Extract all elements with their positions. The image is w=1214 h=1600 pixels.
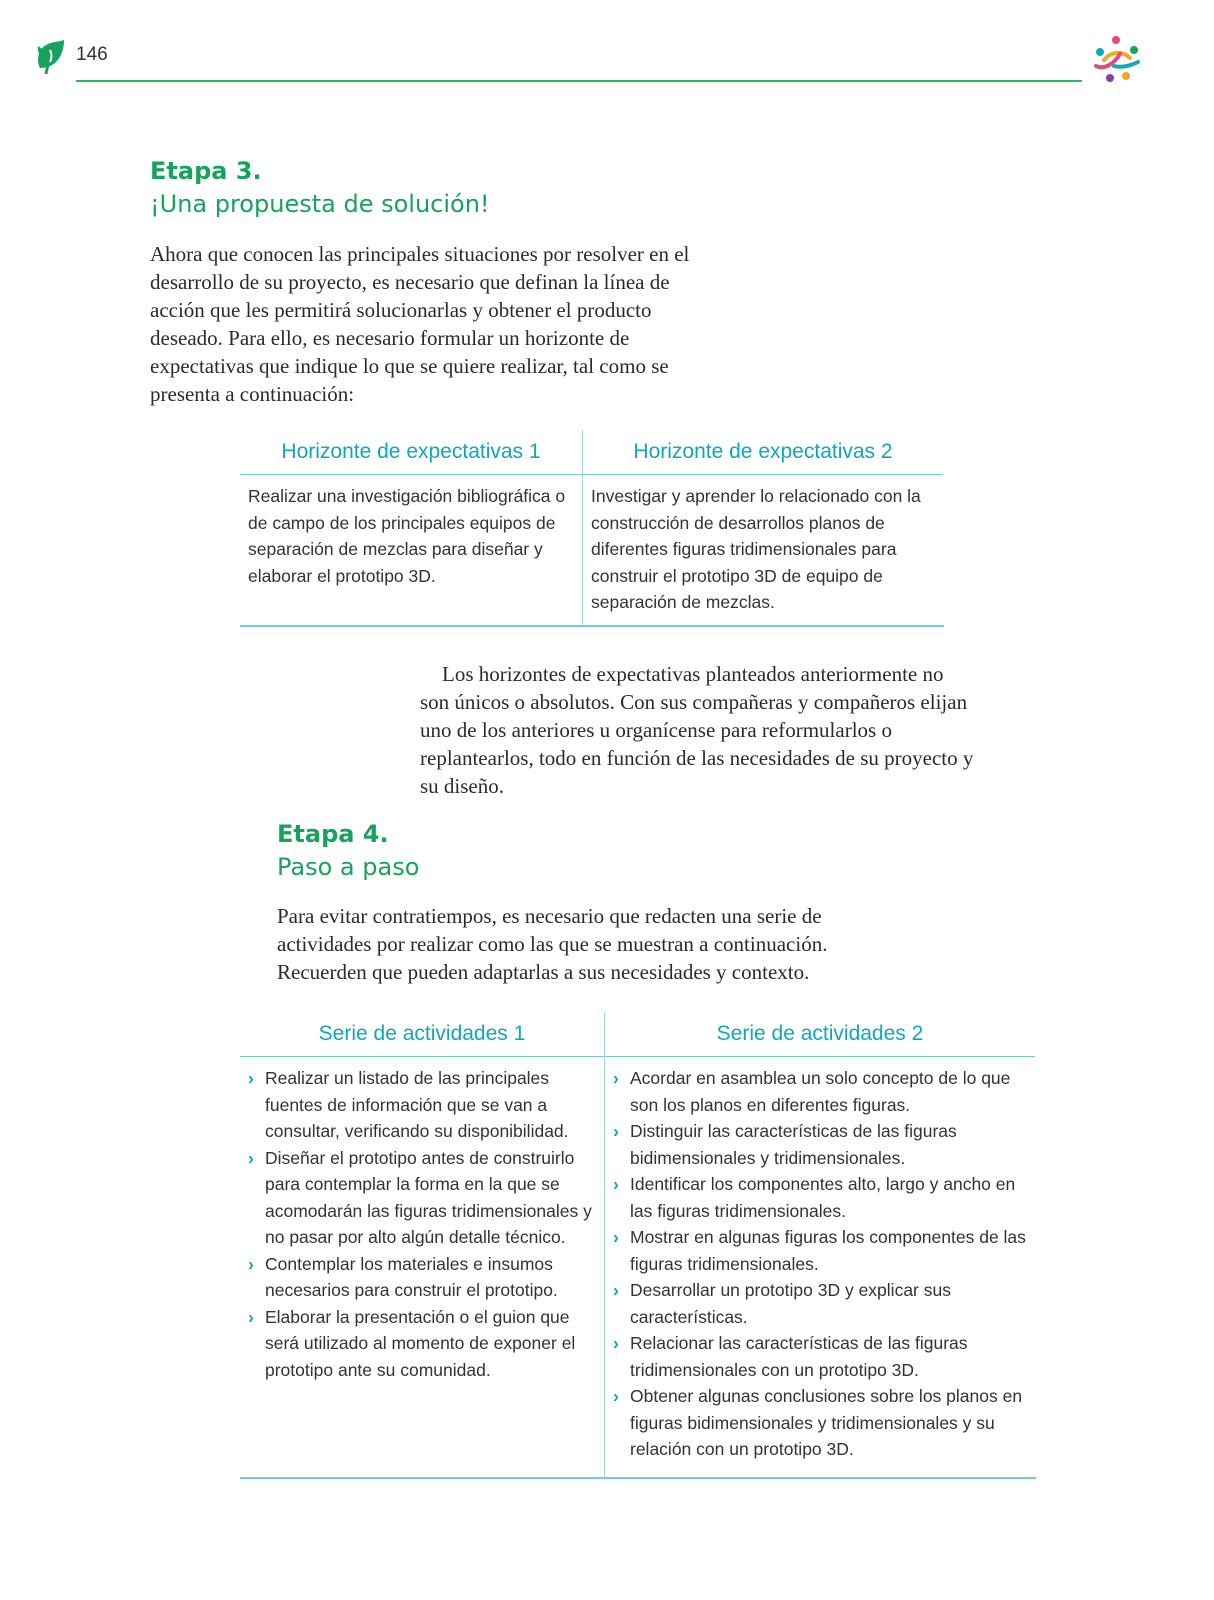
list-item: › Mostrar en algunas figuras los componentes de las figuras tridimensionales. <box>613 1224 1027 1277</box>
list-item: › Relacionar las características de las figuras tridimensionales con un prototipo 3D. <box>613 1330 1027 1383</box>
activities-col-2 <box>604 1012 1035 1477</box>
activities-heading-1: Serie de actividades 1 <box>240 1012 604 1057</box>
stage4-subtitle: Paso a paso <box>277 853 420 881</box>
expectations-text-1: Realizar una investigación bibliográfica o de campo de los principales equipos de separación de mezclas para diseñar y elaborar el prototipo 3D. <box>248 486 566 586</box>
leaf-logo-icon <box>34 38 68 76</box>
expectations-col-1 <box>240 430 582 625</box>
list-item: › Elaborar la presentación o el guion que será utilizado al momento de exponer el prototipo ante su comunidad. <box>248 1304 596 1384</box>
list-item: › Obtener algunas conclusiones sobre los planos en figuras bidimensionales y tridimensionales y su relación con un prototipo 3D. <box>613 1383 1027 1463</box>
expectations-bottom-rule <box>240 625 944 627</box>
expectations-table <box>240 430 944 625</box>
stage4-number: Etapa 4. <box>277 820 389 848</box>
activities-list-1 <box>248 1065 596 1383</box>
list-item: › Realizar un listado de las principales fuentes de información que se van a consultar, verificando su disponibilidad. <box>248 1065 596 1145</box>
stage3-intro: Ahora que conocen las principales situaciones por resolver en el desarrollo de su proyecto, es necesario que definan la línea de acción que les permitirá solucionarlas y obtener el producto deseado. Para ello, es necesario formular un horizonte de expectativas que indique lo que se quiere realizar, tal como se presenta a continuación: <box>150 242 690 406</box>
stage3-note: Los horizontes de expectativas planteados anteriormente no son únicos o absolutos. Con sus compañeras y compañeros elijan uno de los anteriores u organícense para reformularlos o replantearlos, todo en función de las necesidades de su proyecto y su diseño. <box>420 662 974 798</box>
stage3-title <box>150 155 710 221</box>
stage3-subtitle: ¡Una propuesta de solución! <box>150 190 490 218</box>
activities-list-1-wrap <box>240 1057 604 1383</box>
stage4-intro: Para evitar contratiempos, es necesario que redacten una serie de actividades por realizar como las que se muestran a continuación. Recuerden que pueden adaptarlas a sus necesidades y contexto. <box>277 904 828 984</box>
activities-list-2 <box>613 1065 1027 1463</box>
activities-bottom-rule <box>240 1477 1036 1479</box>
stage3-number: Etapa 3. <box>150 157 262 185</box>
stage4-title <box>277 818 837 884</box>
stage3-heading <box>150 155 710 221</box>
list-item: › Diseñar el prototipo antes de construirlo para contemplar la forma en la que se acomodarán las figuras tridimensionales y no pasar por alto algún detalle técnico. <box>248 1145 596 1251</box>
header-rule <box>76 80 1082 82</box>
list-item: › Desarrollar un prototipo 3D y explicar sus características. <box>613 1277 1027 1330</box>
colorful-figures-logo-icon <box>1090 34 1142 84</box>
expectations-text-2: Investigar y aprender lo relacionado con la construcción de desarrollos planos de diferentes figuras tridimensionales para construir el prototipo 3D de equipo de separación de mezclas. <box>591 486 921 612</box>
list-item: › Contemplar los materiales e insumos necesarios para construir el prototipo. <box>248 1251 596 1304</box>
activities-heading-2: Serie de actividades 2 <box>605 1012 1035 1057</box>
list-item: › Identificar los componentes alto, largo y ancho en las figuras tridimensionales. <box>613 1171 1027 1224</box>
expectations-heading-1: Horizonte de expectativas 1 <box>240 430 582 475</box>
list-item: › Acordar en asamblea un solo concepto de lo que son los planos en diferentes figuras. <box>613 1065 1027 1118</box>
expectations-col-2 <box>582 430 943 625</box>
expectations-heading-2: Horizonte de expectativas 2 <box>583 430 943 475</box>
list-item: › Distinguir las características de las figuras bidimensionales y tridimensionales. <box>613 1118 1027 1171</box>
activities-col-1 <box>240 1012 604 1477</box>
activities-list-2-wrap <box>605 1057 1035 1463</box>
page-number: 146 <box>76 44 108 65</box>
activities-table <box>240 1012 1036 1477</box>
stage4-heading <box>277 818 837 884</box>
